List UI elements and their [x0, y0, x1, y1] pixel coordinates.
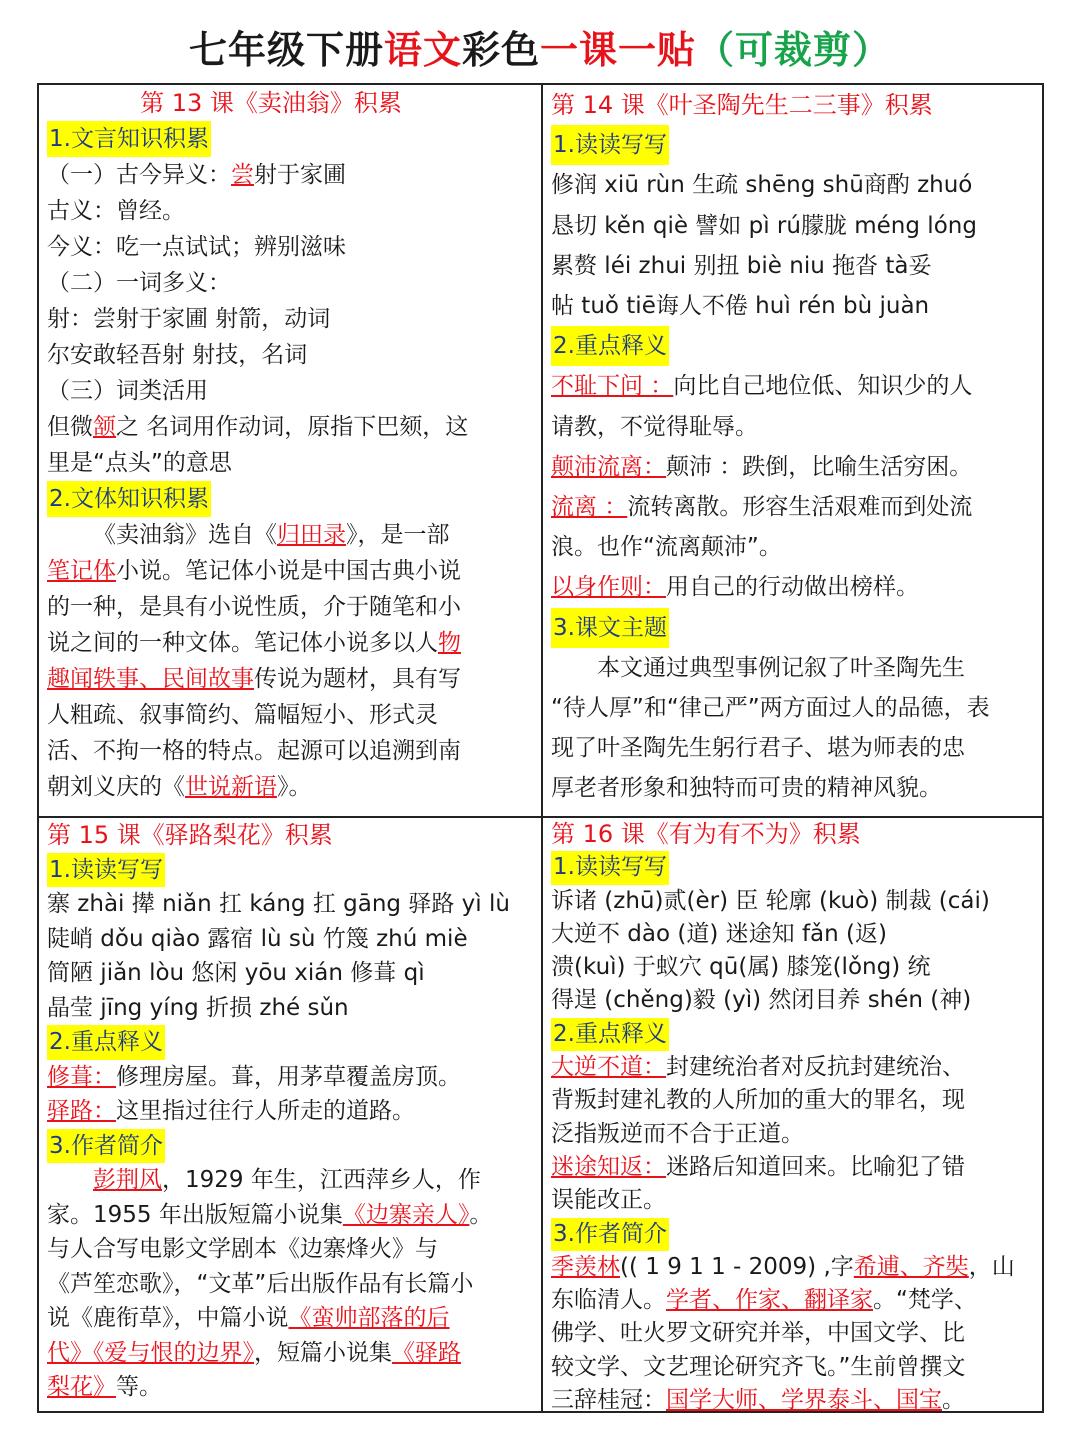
- section-heading: 2.文体知识积累: [47, 481, 211, 517]
- text-line: 朝刘义庆的《世说新语》。: [47, 774, 312, 800]
- text-line: 简陋 jiǎn lòu 悠闲 yōu xián 修葺 qì: [47, 960, 425, 986]
- text-line: 累赘 léi zhui 别扭 biè niu 拖沓 tà妥: [551, 252, 932, 279]
- text-line: 误能改正。: [551, 1187, 666, 1214]
- text-line: 请教，不觉得耻辱。: [551, 413, 758, 440]
- text-line: 泛指叛逆而不合于正道。: [551, 1120, 804, 1147]
- text-line: 现了叶圣陶先生躬行君子、堪为师表的忠: [551, 735, 965, 762]
- lesson-grid: [37, 83, 1044, 1413]
- text-line: 大逆不 dào (道) 迷途知 fǎn (返): [551, 920, 887, 947]
- lesson-15-card: [39, 818, 541, 1413]
- text-line: 流离 ：流转离散。形容生活艰难而到处流: [551, 494, 973, 521]
- text-line: 说《鹿衔草》，中篇小说《蛮帅部落的后: [47, 1305, 450, 1331]
- text-line: 与人合写电影文学剧本《边寨烽火》与: [47, 1236, 438, 1262]
- text-line: 东临清人。学者、作家、翻译家。“梵学、: [551, 1287, 977, 1314]
- text-line: 佛学、吐火罗文研究并举，中国文学、比: [551, 1320, 965, 1347]
- lesson-13-card: [39, 85, 541, 816]
- text-line: 尔安敢轻吾射 射技，名词: [47, 342, 308, 368]
- text-line: 以身作则：用自己的行动做出榜样。: [551, 574, 919, 601]
- text-line: 修润 xiū rùn 生疏 shēng shū商酌 zhuó: [551, 172, 973, 199]
- text-line: 人粗疏、叙事简约、篇幅短小、形式灵: [47, 702, 438, 728]
- text-line: 说之间的一种文体。笔记体小说多以人物: [47, 630, 461, 656]
- text-line: 诉诸 (zhū)贰(èr) 臣 轮廓 (kuò) 制裁 (cái): [551, 887, 990, 914]
- title-series: 一课一贴: [540, 28, 697, 72]
- text-line: 修葺：修理房屋。葺，用茅草覆盖房顶。: [47, 1063, 461, 1090]
- text-line: 本文通过典型事例记叙了叶圣陶先生: [597, 654, 965, 681]
- text-line: 溃(kuì) 于蚁穴 qū(属) 膝笼(lǒng) 统: [551, 954, 931, 981]
- text-line: 但微颔之 名词用作动词，原指下巴颏，这: [47, 414, 469, 440]
- title-grade: 七年级下册: [188, 28, 384, 72]
- section-heading: 2.重点释义: [551, 1018, 669, 1051]
- section-heading: 3.课文主题: [551, 608, 669, 648]
- text-line: 家。1955 年出版短篇小说集《边寨亲人》。: [47, 1201, 493, 1228]
- text-line: 活、不拘一格的特点。起源可以追溯到南: [47, 738, 461, 764]
- text-line: 的一种，是具有小说性质，介于随笔和小: [47, 594, 461, 620]
- text-line: 笔记体小说。笔记体小说是中国古典小说: [47, 558, 461, 584]
- text-line: 不耻下问 ：向比自己地位低、知识少的人: [551, 373, 973, 400]
- text-line: 恳切 kěn qiè 譬如 pì rú朦胧 méng lóng: [551, 212, 977, 239]
- text-line: 颠沛流离：颠沛 ：跌倒，比喻生活穷困。: [551, 453, 973, 480]
- text-line: 大逆不道：封建统治者对反抗封建统治、: [551, 1054, 965, 1081]
- text-line: （二）一词多义：: [47, 270, 231, 296]
- section-heading: 1.读读写写: [47, 853, 165, 888]
- title-color: 彩色: [461, 28, 540, 72]
- text-line: 较文学、文艺理论研究齐飞。”生前曾撰文: [551, 1353, 966, 1380]
- page-title: [0, 22, 1080, 78]
- section-heading: 1.读读写写: [551, 125, 669, 165]
- lesson-15-title: 第 15 课《驿路梨花》积累: [47, 821, 333, 849]
- text-line: 里是“点头”的意思: [47, 450, 232, 476]
- title-subject: 语文: [383, 28, 462, 72]
- text-line: 迷途知返：迷路后知道回来。比喻犯了错: [551, 1153, 965, 1180]
- lesson-13-title: 第 13 课《卖油翁》积累: [140, 89, 402, 117]
- text-line: 彭荆风，1929 年生，江西萍乡人，作: [93, 1167, 481, 1193]
- section-heading: 1.读读写写: [551, 851, 669, 884]
- section-heading: 2.重点释义: [47, 1025, 165, 1060]
- section-heading: 3.作者简介: [47, 1129, 165, 1164]
- text-line: 驿路：这里指过往行人所走的道路。: [47, 1098, 415, 1124]
- text-line: 趣闻轶事、民间故事传说为题材，具有写: [47, 666, 461, 692]
- text-line: 梨花》等。: [47, 1374, 162, 1400]
- lesson-16-card: [543, 818, 1044, 1413]
- title-note: （可裁剪）: [696, 28, 892, 72]
- text-line: 今义：吃一点试试；辨别滋味: [47, 234, 346, 260]
- text-line: 季羡林(( 1 9 1 1 - 2009) ,字希逋、齐奘，山: [551, 1253, 1015, 1280]
- text-line: 厚老者形象和独特而可贵的精神风貌。: [551, 775, 942, 802]
- section-heading: 3.作者简介: [551, 1218, 669, 1251]
- text-line: 帖 tuǒ tiē诲人不倦 huì rén bù juàn: [551, 293, 930, 320]
- text-line: 《卖油翁》选自《归田录》，是一部: [93, 522, 450, 548]
- text-line: “待人厚”和“律己严”两方面过人的品德，表: [551, 695, 990, 722]
- text-line: 射：尝射于家圃 射箭，动词: [47, 306, 331, 332]
- lesson-14-card: [543, 85, 1044, 816]
- text-line: 《芦笙恋歌》，“文革”后出版作品有长篇小: [47, 1270, 474, 1297]
- text-line: 古义：曾经。: [47, 198, 185, 224]
- text-line: 得逞 (chěng)毅 (yì) 然闭目养 shén (神): [551, 987, 972, 1014]
- text-line: （一）古今异义：尝射于家圃: [47, 162, 346, 188]
- text-line: 三辞桂冠：国学大师、学界泰斗、国宝。: [551, 1387, 965, 1414]
- lesson-16-title: 第 16 课《有为有不为》积累: [551, 820, 861, 848]
- section-heading: 2.重点释义: [551, 326, 669, 366]
- text-line: 代》《爱与恨的边界》，短篇小说集《驿路: [47, 1339, 461, 1366]
- text-line: 背叛封建礼教的人所加的重大的罪名，现: [551, 1087, 965, 1114]
- text-line: （三）词类活用: [47, 378, 208, 404]
- text-line: 浪。也作“流离颠沛”。: [551, 534, 782, 561]
- section-heading: 1.文言知识积累: [47, 121, 211, 157]
- text-line: 晶莹 jīng yíng 折损 zhé sǔn: [47, 994, 349, 1021]
- text-line: 寨 zhài 撵 niǎn 扛 káng 扛 gāng 驿路 yì lù: [47, 891, 510, 917]
- lesson-14-title: 第 14 课《叶圣陶先生二三事》积累: [551, 91, 933, 119]
- text-line: 陡峭 dǒu qiào 露宿 lù sù 竹篾 zhú miè: [47, 925, 468, 952]
